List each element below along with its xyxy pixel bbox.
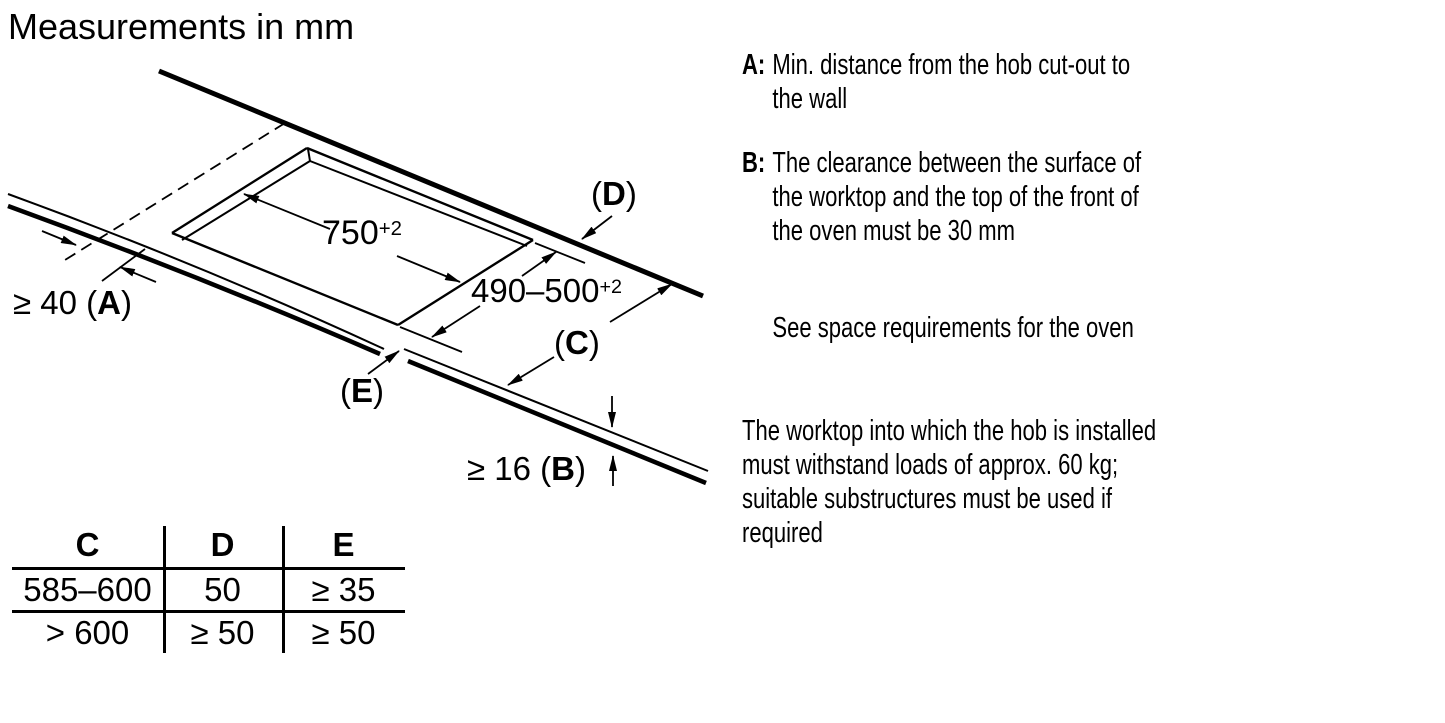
note-a-text-1: Min. distance from the hob cut-out to [772,49,1131,81]
dim-depth-extension-bottom [400,327,462,352]
label-e-suffix: ) [373,372,385,409]
dim-width-line-right [397,256,460,282]
label-d-letter: D [602,175,626,212]
note-load-line-1: The worktop into which the hob is installed [742,415,1157,447]
table-header-c: C [75,526,100,563]
hob-installation-drawing [0,0,740,520]
dim-depth-line-lower [432,306,480,337]
label-b [467,450,586,488]
label-d-prefix: ( [591,175,602,212]
dim-depth-value: 490–500 [471,272,600,309]
note-load-line-2: must withstand loads of approx. 60 kg; [742,449,1119,481]
note-item-a [742,48,1411,116]
table-cell-r2-d: ≥ 50 [190,614,255,651]
note-b-line-1 [742,146,1411,180]
table-cell-r1-d: 50 [204,570,241,608]
dimensions-table [12,524,405,656]
table-header-e: E [332,526,355,563]
note-a-label: A: [742,49,766,81]
label-e [340,372,384,410]
note-a-text-2: the wall [772,83,848,115]
dim-width-line-left [244,194,330,229]
label-c-prefix: ( [554,324,565,361]
label-c [554,324,600,362]
table-cell-r2-c: > 600 [45,614,130,651]
note-load [742,414,1411,550]
dim-width-label [322,214,402,253]
note-b-label: B: [742,147,766,179]
pointer-e-arrow [368,351,399,374]
label-c-suffix: ) [588,324,600,361]
label-a [13,284,132,322]
table-cell-r2-e: ≥ 50 [311,614,376,651]
label-e-letter: E [351,372,374,409]
note-item-b [742,146,1411,248]
label-e-prefix: ( [340,372,351,409]
note-a-line-1 [742,48,1411,82]
note-load-line-3: suitable substructures must be used if [742,483,1112,515]
label-c-letter: C [565,324,589,361]
dim-width-tolerance: +2 [378,218,402,240]
note-b-text-3: the oven must be 30 mm [772,215,1015,247]
cutout-lip-left [182,161,310,240]
note-see-space-text: See space requirements for the oven [772,312,1134,344]
note-b-text-2: the worktop and the top of the front of [772,181,1139,213]
label-a-suffix: ) [121,284,132,321]
dim-depth-label [471,272,622,310]
label-b-prefix: ≥ 16 ( [467,450,552,487]
note-see-space [742,311,1411,345]
dim-a-extension-line [102,249,145,281]
pointer-d-arrow [582,216,612,239]
dim-a-arrow-right [120,267,156,282]
dim-width-value: 750 [322,214,379,252]
dim-depth-tolerance: +2 [599,276,623,298]
label-a-prefix: ≥ 40 ( [13,284,98,321]
table-cell-r1-c: 585–600 [23,570,152,608]
label-a-letter: A [97,284,121,321]
label-b-suffix: ) [575,450,586,487]
cutout-lip-corner [308,149,310,161]
label-d [591,175,637,213]
label-d-suffix: ) [625,175,637,212]
table-cell-r1-e: ≥ 35 [311,570,376,608]
table-header-d: D [210,526,235,563]
page-title: Measurements in mm [8,6,355,47]
dim-a-arrow-left [42,231,76,245]
cutout-left-edge [172,148,307,233]
dim-c-line-lower [508,357,554,385]
note-b-text-1: The clearance between the surface of [772,147,1142,179]
note-load-line-4: required [742,517,823,549]
label-b-letter: B [551,450,575,487]
